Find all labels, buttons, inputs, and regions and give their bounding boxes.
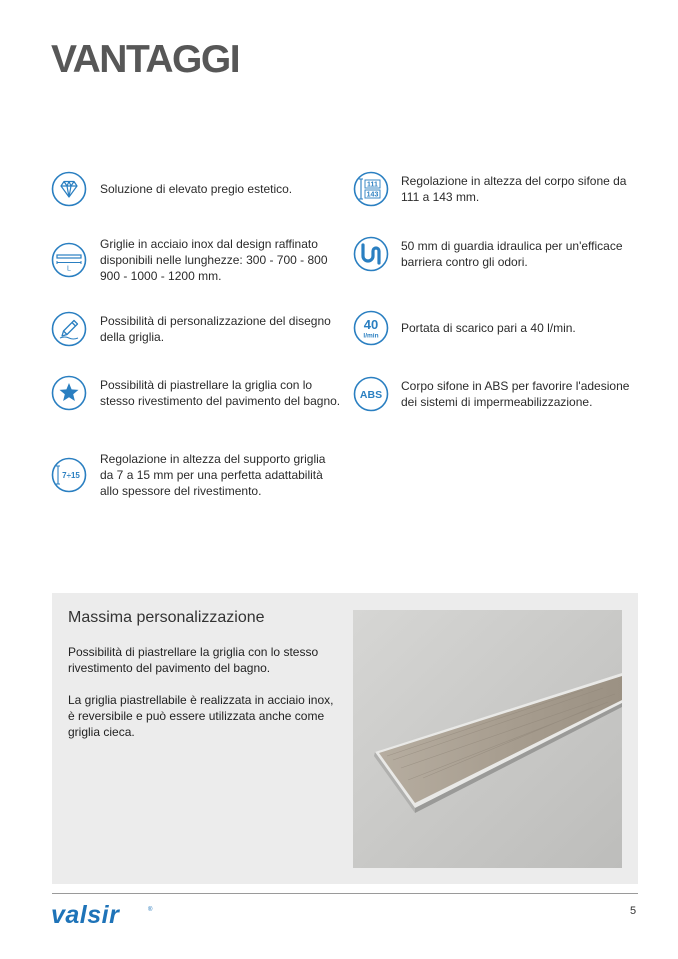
- pencil-icon: [51, 311, 87, 347]
- advantage-text: Regolazione in altezza del supporto griglia da 7 a 15 mm per una perfetta adattabilità allo spessore del rivestimento.: [100, 452, 326, 498]
- advantage-text: Possibilità di personalizzazione del disegno della griglia.: [100, 314, 331, 344]
- product-photo: [353, 610, 622, 868]
- star-icon: [51, 375, 87, 411]
- svg-text:143: 143: [366, 191, 379, 199]
- height-adjust-icon: [51, 457, 87, 493]
- advantage-item: [51, 451, 341, 499]
- abs-icon: [353, 376, 389, 412]
- svg-text:7÷15: 7÷15: [62, 471, 80, 480]
- diamond-icon: [51, 171, 87, 207]
- advantage-text: Corpo sifone in ABS per favorire l'adesione dei sistemi di impermeabilizzazione.: [401, 379, 630, 409]
- advantage-text: Regolazione in altezza del corpo sifone da 111 a 143 mm.: [401, 174, 627, 204]
- advantage-item: [353, 310, 643, 346]
- page-number: 5: [630, 905, 637, 917]
- advantage-text: Portata di scarico pari a 40 l/min.: [401, 321, 576, 335]
- grille-length-icon: [51, 242, 87, 278]
- advantage-item: [51, 236, 341, 284]
- footer-divider: [52, 893, 638, 894]
- svg-text:111: 111: [367, 181, 378, 189]
- svg-text:l/min: l/min: [363, 332, 379, 340]
- advantage-item: [353, 171, 643, 207]
- svg-text:40: 40: [363, 317, 379, 332]
- advantage-text: Soluzione di elevato pregio estetico.: [100, 182, 293, 196]
- panel-title: Massima personalizzazione: [68, 609, 265, 626]
- advantage-item: [353, 376, 643, 412]
- flow-rate-icon: [353, 310, 389, 346]
- personalization-panel: [52, 593, 638, 884]
- page-title: VANTAGGI: [51, 38, 240, 81]
- registered-mark: ®: [148, 907, 153, 913]
- svg-text:L: L: [67, 265, 71, 273]
- advantage-item: [51, 171, 341, 207]
- panel-paragraph-2: La griglia piastrellabile è realizzata in acciaio inox, è reversibile e può essere utilizzata anche come griglia cieca.: [68, 693, 334, 739]
- valsir-logo: valsir: [51, 901, 120, 929]
- advantage-text: Griglie in acciaio inox dal design raffinato disponibili nelle lunghezze: 300 - 700 - 800 900 - 1000 - 1200 mm.: [100, 237, 328, 283]
- advantage-item: [353, 236, 643, 272]
- svg-text:ABS: ABS: [359, 389, 383, 401]
- advantage-item: [51, 311, 341, 347]
- advantage-item: [51, 375, 341, 411]
- advantage-text: 50 mm di guardia idraulica per un'efficace barriera contro gli odori.: [401, 239, 623, 269]
- siphon-trap-icon: [353, 236, 389, 272]
- siphon-height-icon: [353, 171, 389, 207]
- advantage-text: Possibilità di piastrellare la griglia con lo stesso rivestimento del pavimento del bagno.: [100, 378, 341, 408]
- panel-paragraph-1: Possibilità di piastrellare la griglia con lo stesso rivestimento del pavimento del bagno.: [68, 645, 319, 675]
